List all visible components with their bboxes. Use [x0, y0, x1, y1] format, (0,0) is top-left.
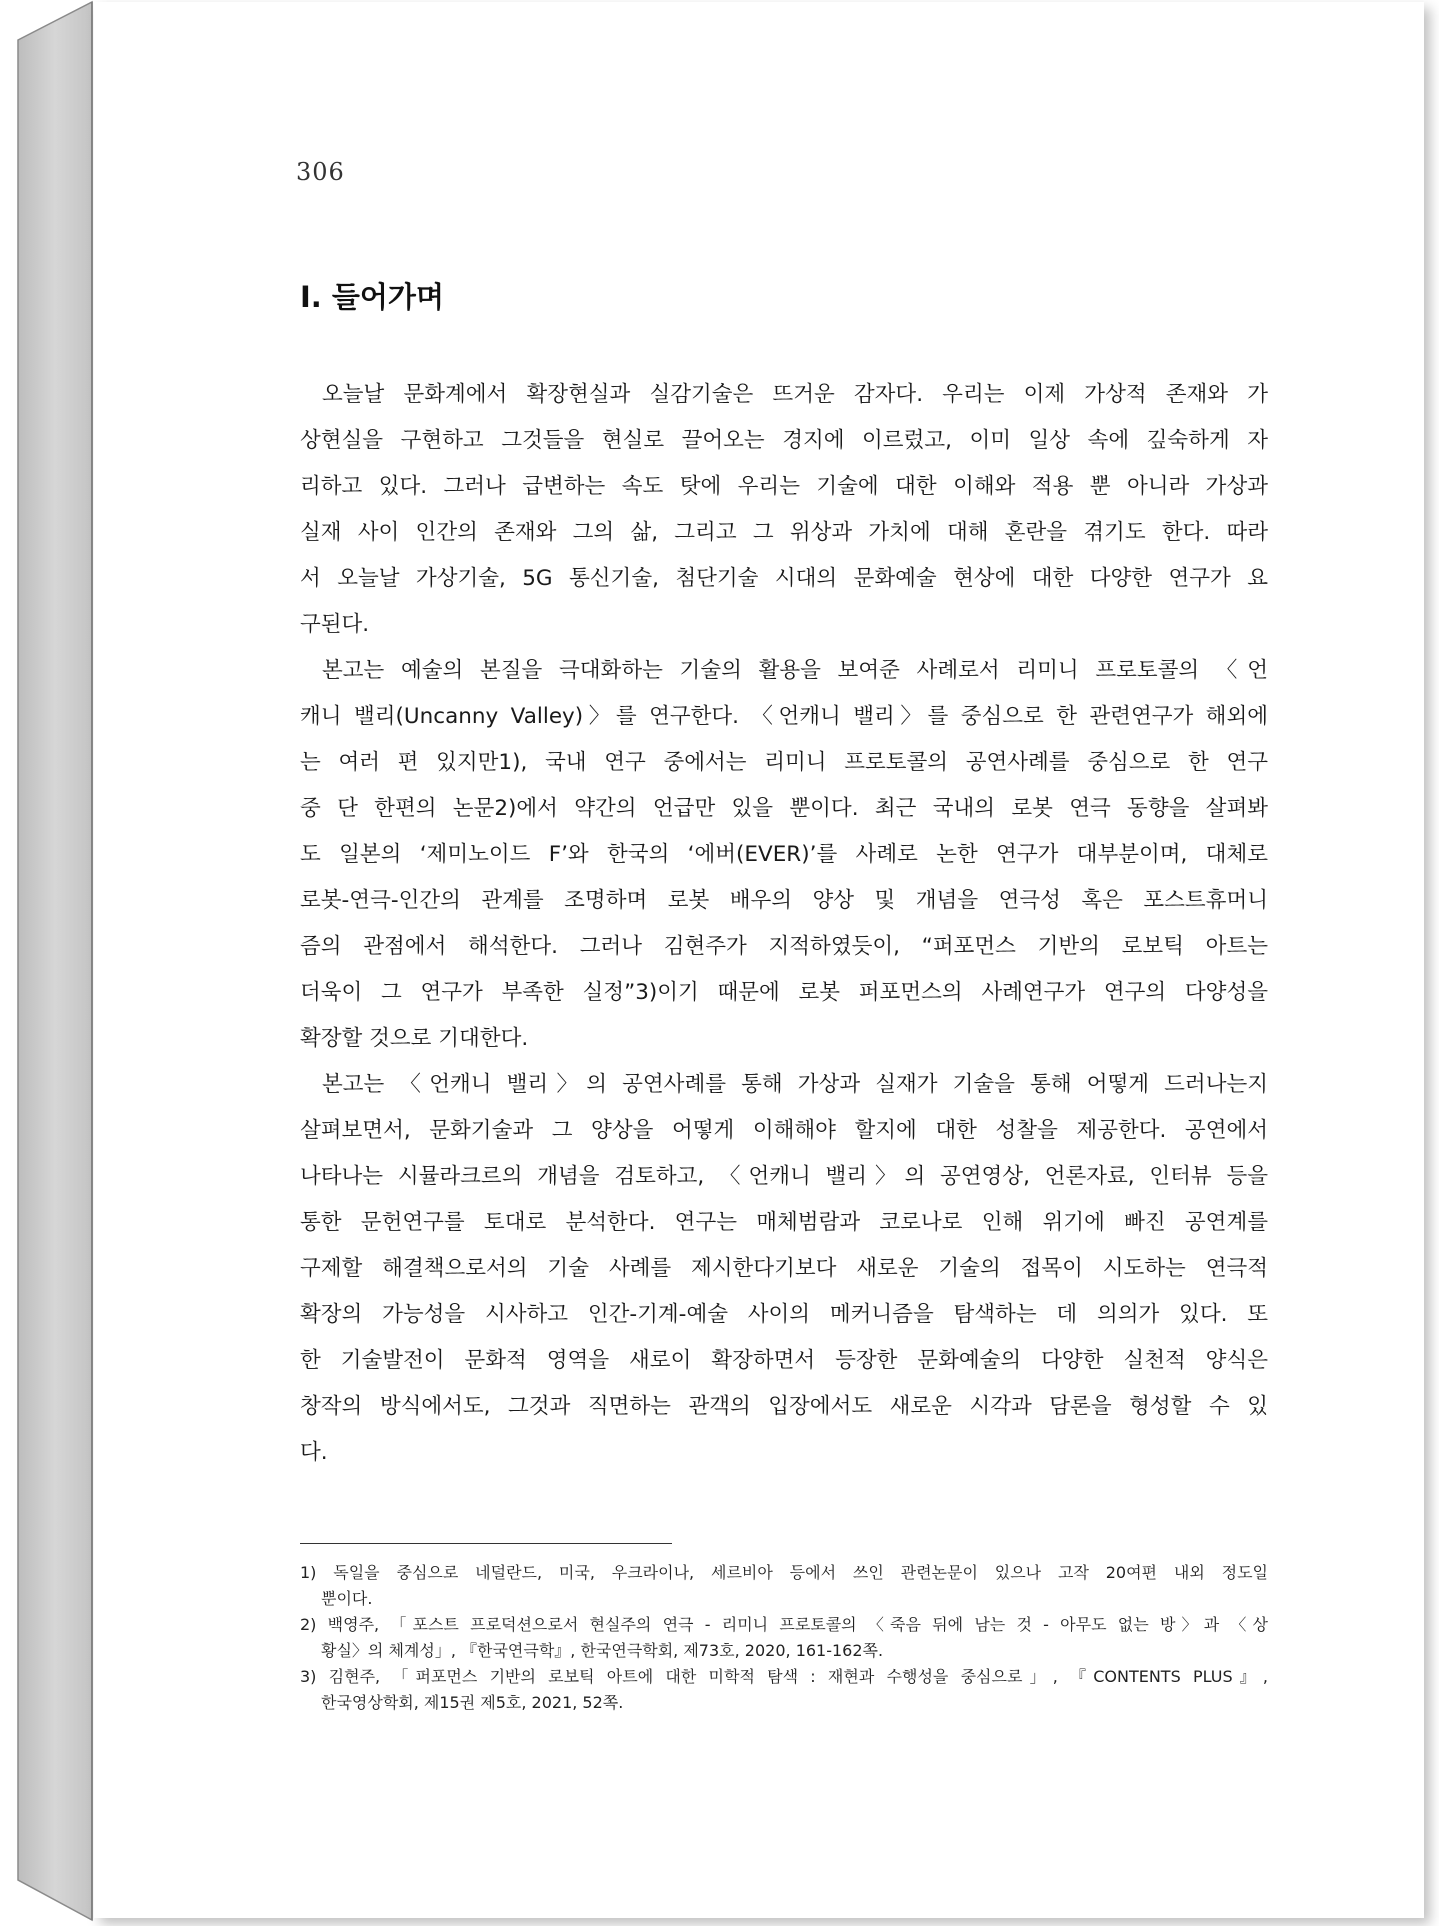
footnote-line: 3) 김현주, 「퍼포먼스 기반의 로보틱 아트에 대한 미학적 탐색 : 재현과 수행성을 중심으로」, 『CONTENTS PLUS』, — [300, 1667, 1268, 1686]
page-number: 306 — [296, 158, 345, 186]
body-line: 오늘날 문화계에서 확장현실과 실감기술은 뜨거운 감자다. 우리는 이제 가상적 존재와 가 — [322, 382, 1268, 407]
footnote-line: 2) 백영주, 「포스트 프로덕션으로서 현실주의 연극 - 리미니 프로토콜의 〈죽음 뒤에 남는 것 - 아무도 없는 방〉과 〈상 — [300, 1615, 1268, 1634]
body-line: 다. — [300, 1440, 328, 1465]
body-line: 는 여러 편 있지만1), 국내 연구 중에서는 리미니 프로토콜의 공연사례를 중심으로 한 연구 — [300, 750, 1268, 775]
body-line: 더욱이 그 연구가 부족한 실정”3)이기 때문에 로봇 퍼포먼스의 사례연구가 연구의 다양성을 — [300, 980, 1268, 1005]
body-line: 한 기술발전이 문화적 영역을 새로이 확장하면서 등장한 문화예술의 다양한 실천적 양식은 — [300, 1348, 1268, 1373]
body-line: 로봇-연극-인간의 관계를 조명하며 로봇 배우의 양상 및 개념을 연극성 혹은 포스트휴머니 — [300, 888, 1268, 913]
body-line: 확장할 것으로 기대한다. — [300, 1026, 529, 1051]
body-line: 중 단 한편의 논문2)에서 약간의 언급만 있을 뿐이다. 최근 국내의 로봇 연극 동향을 살펴봐 — [300, 796, 1268, 821]
body-line: 창작의 방식에서도, 그것과 직면하는 관객의 입장에서도 새로운 시각과 담론을 형성할 수 있 — [300, 1394, 1268, 1419]
body-line: 캐니 밸리(Uncanny Valley)〉를 연구한다. 〈언캐니 밸리〉를 중심으로 한 관련연구가 해외에 — [300, 704, 1268, 729]
body-line: 구제할 해결책으로서의 기술 사례를 제시한다기보다 새로운 기술의 접목이 시도하는 연극적 — [300, 1256, 1268, 1281]
body-line: 리하고 있다. 그러나 급변하는 속도 탓에 우리는 기술에 대한 이해와 적용 뿐 아니라 가상과 — [300, 474, 1268, 499]
body-line: 즘의 관점에서 해석한다. 그러나 김현주가 지적하였듯이, “퍼포먼스 기반의 로보틱 아트는 — [300, 934, 1268, 959]
footnote-line: 황실〉의 체계성」, 『한국연극학』, 한국연극학회, 제73호, 2020, 161-162쪽. — [321, 1641, 884, 1660]
footnote-line: 뿐이다. — [321, 1589, 373, 1608]
body-line: 실재 사이 인간의 존재와 그의 삶, 그리고 그 위상과 가치에 대해 혼란을 겪기도 한다. 따라 — [300, 520, 1268, 545]
footnote-line: 한국영상학회, 제15권 제5호, 2021, 52쪽. — [321, 1693, 624, 1712]
body-line: 도 일본의 ‘제미노이드 F’와 한국의 ‘에버(EVER)’를 사례로 논한 연구가 대부분이며, 대체로 — [300, 842, 1268, 867]
body-line: 서 오늘날 가상기술, 5G 통신기술, 첨단기술 시대의 문화예술 현상에 대한 다양한 연구가 요 — [300, 566, 1268, 591]
body-line: 나타나는 시뮬라크르의 개념을 검토하고, 〈언캐니 밸리〉의 공연영상, 언론자료, 인터뷰 등을 — [300, 1164, 1268, 1189]
body-line: 통한 문헌연구를 토대로 분석한다. 연구는 매체범람과 코로나로 인해 위기에 빠진 공연계를 — [300, 1210, 1268, 1235]
body-line: 확장의 가능성을 시사하고 인간-기계-예술 사이의 메커니즘을 탐색하는 데 의의가 있다. 또 — [300, 1302, 1268, 1327]
footnotes — [300, 1560, 1268, 1716]
body-line: 본고는 〈언캐니 밸리〉의 공연사례를 통해 가상과 실재가 기술을 통해 어떻게 드러나는지 — [322, 1072, 1268, 1097]
body-line: 구된다. — [300, 612, 370, 637]
body-line: 본고는 예술의 본질을 극대화하는 기술의 활용을 보여준 사례로서 리미니 프로토콜의 〈언 — [322, 658, 1268, 683]
section-heading: Ⅰ. 들어가며 — [300, 280, 444, 314]
body-line: 상현실을 구현하고 그것들을 현실로 끌어오는 경지에 이르렀고, 이미 일상 속에 깊숙하게 자 — [300, 428, 1268, 453]
body-line: 살펴보면서, 문화기술과 그 양상을 어떻게 이해해야 할지에 대한 성찰을 제공한다. 공연에서 — [300, 1118, 1268, 1143]
footnote-divider — [300, 1543, 672, 1544]
body-text — [300, 372, 1268, 1476]
footnote-line: 1) 독일을 중심으로 네덜란드, 미국, 우크라이나, 세르비아 등에서 쓰인 관련논문이 있으나 고작 20여편 내외 정도일 — [300, 1563, 1268, 1582]
